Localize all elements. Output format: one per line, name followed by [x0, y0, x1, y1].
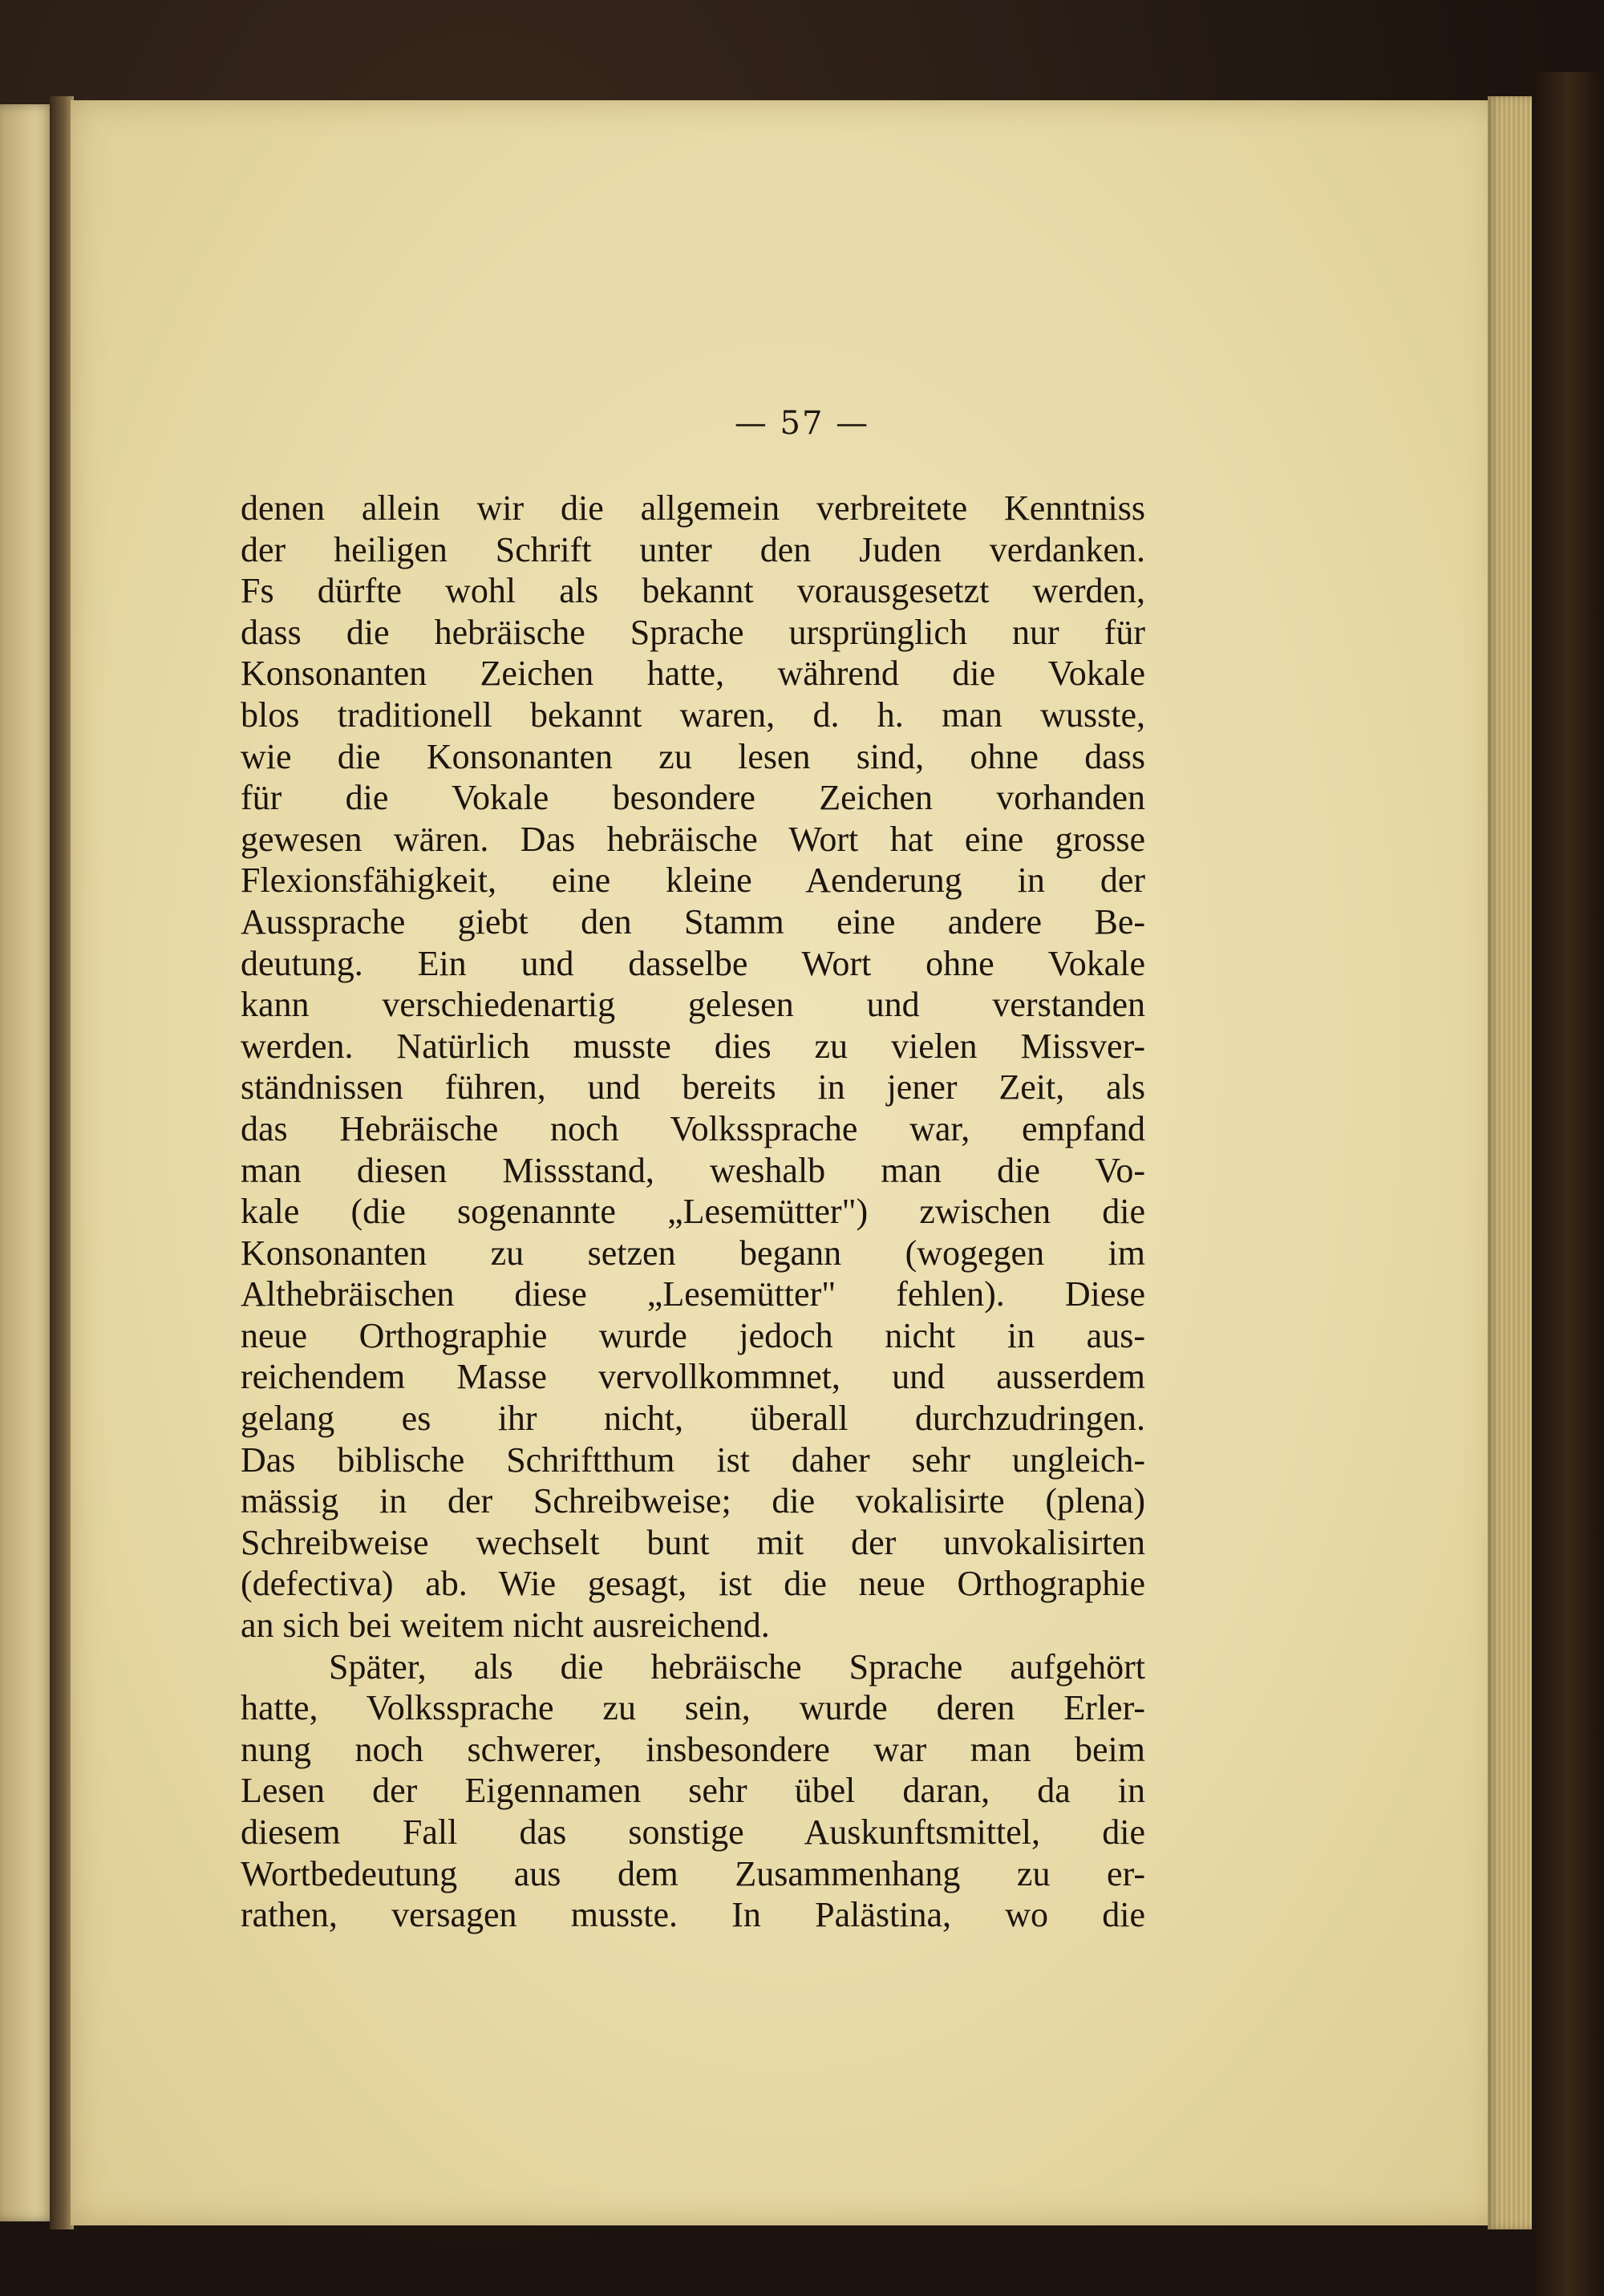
text-line: Konsonanten zu setzen begann (wogegen im: [241, 1233, 1145, 1273]
text-line: gewesen wären. Das hebräische Wort hat eine grosse: [241, 819, 1145, 859]
text-line: mässig in der Schreibweise; die vokalisirte (plena): [241, 1481, 1145, 1521]
text-line: nung noch schwerer, insbesondere war man beim: [241, 1729, 1145, 1769]
book-cover-edge: [1532, 72, 1604, 2296]
text-line: Konsonanten Zeichen hatte, während die Vokale: [241, 654, 1145, 694]
left-page-edge: [0, 104, 56, 2221]
text-line: man diesen Missstand, weshalb man die Vo-: [241, 1150, 1145, 1190]
text-line: neue Orthographie wurde jedoch nicht in aus-: [241, 1315, 1145, 1355]
text-line: hatte, Volkssprache zu sein, wurde deren Erler-: [241, 1688, 1145, 1728]
text-line: Das biblische Schriftthum ist daher sehr ungleich-: [241, 1440, 1145, 1480]
text-line: diesem Fall das sonstige Auskunftsmittel, die: [241, 1812, 1145, 1852]
text-line: das Hebräische noch Volkssprache war, empfand: [241, 1108, 1145, 1148]
page-number: — 57 —: [734, 405, 870, 442]
text-line: Aussprache giebt den Stamm eine andere Be-: [241, 901, 1145, 941]
text-line: dass die hebräische Sprache ursprünglich nur für: [241, 612, 1145, 652]
text-line: werden. Natürlich musste dies zu vielen Missver-: [241, 1026, 1145, 1066]
text-line: wie die Konsonanten zu lesen sind, ohne dass: [241, 736, 1145, 776]
text-line: Schreibweise wechselt bunt mit der unvokalisirten: [241, 1522, 1145, 1562]
body-text: [241, 488, 1145, 1936]
text-line: gelang es ihr nicht, überall durchzudringen.: [241, 1399, 1145, 1439]
text-line: an sich bei weitem nicht ausreichend.: [241, 1606, 770, 1646]
text-line: Lesen der Eigennamen sehr übel daran, da in: [241, 1771, 1145, 1811]
text-line: rathen, versagen musste. In Palästina, wo die: [241, 1895, 1145, 1935]
text-line: der heiligen Schrift unter den Juden verdanken.: [241, 529, 1145, 569]
text-line: Althebräischen diese „Lesemütter" fehlen). Diese: [241, 1274, 1145, 1314]
text-line: Fs dürfte wohl als bekannt vorausgesetzt werden,: [241, 571, 1145, 611]
text-line: kann verschiedenartig gelesen und verstanden: [241, 985, 1145, 1025]
text-line: kale (die sogenannte „Lesemütter") zwischen die: [241, 1192, 1145, 1232]
text-line: blos traditionell bekannt waren, d. h. man wusste,: [241, 694, 1145, 735]
text-line: deutung. Ein und dasselbe Wort ohne Vokale: [241, 943, 1145, 983]
text-line: reichendem Masse vervollkommnet, und ausserdem: [241, 1357, 1145, 1397]
text-line: (defectiva) ab. Wie gesagt, ist die neue Orthographie: [241, 1564, 1145, 1604]
page-stack-edge: [1488, 96, 1536, 2229]
text-line: Später, als die hebräische Sprache aufgehört: [329, 1646, 1145, 1687]
text-line: ständnissen führen, und bereits in jener Zeit, als: [241, 1067, 1145, 1108]
text-line: Wortbedeutung aus dem Zusammenhang zu er-: [241, 1853, 1145, 1893]
text-line: für die Vokale besondere Zeichen vorhanden: [241, 778, 1145, 818]
text-line: Flexionsfähigkeit, eine kleine Aenderung in der: [241, 860, 1145, 901]
text-line: denen allein wir die allgemein verbreitete Kenntniss: [241, 488, 1145, 528]
